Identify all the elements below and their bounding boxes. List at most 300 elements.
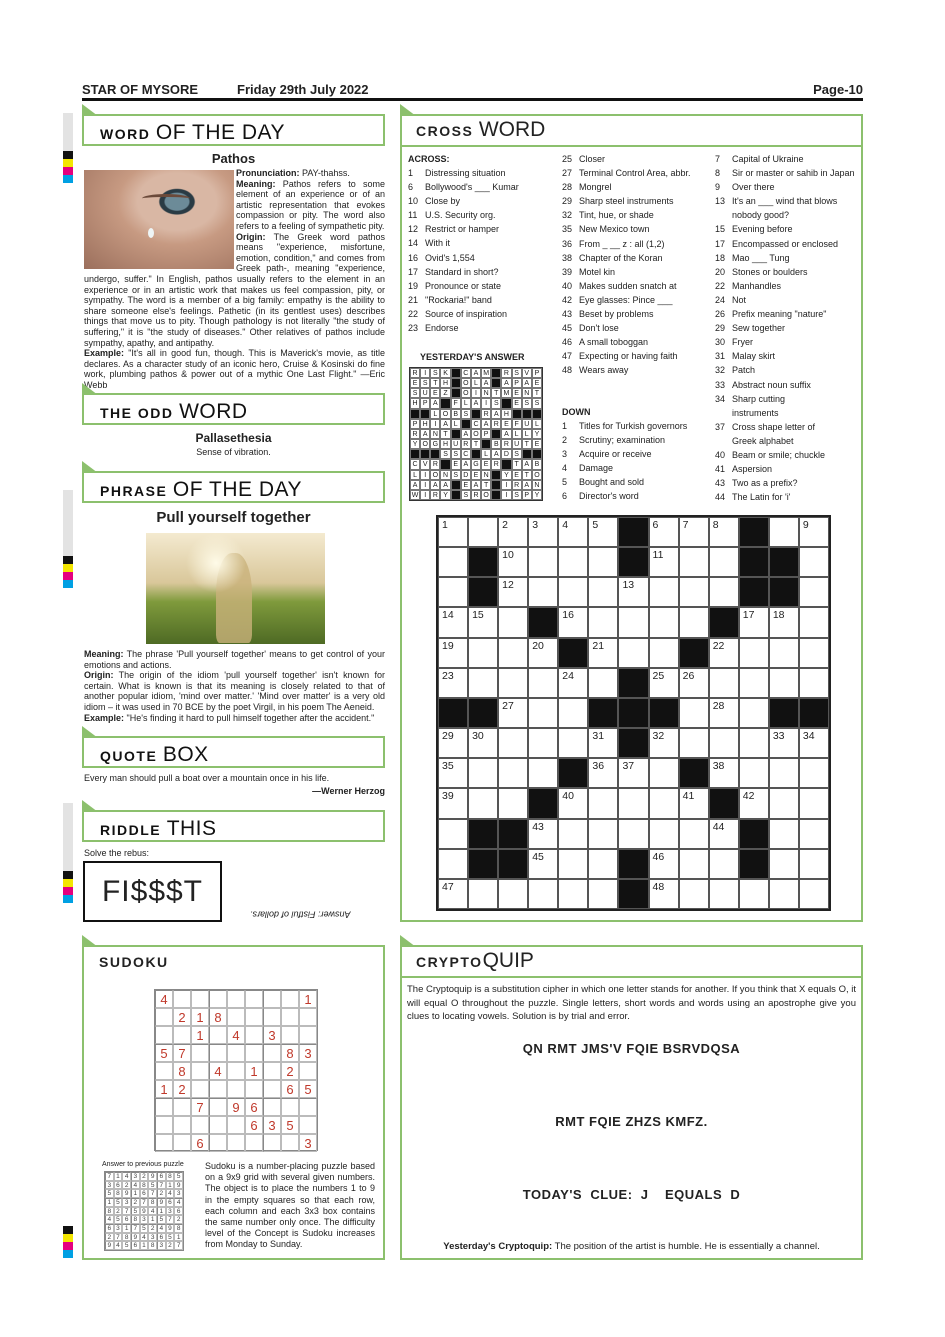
sudoku-cell: 2 xyxy=(122,1181,131,1190)
grid-cell[interactable] xyxy=(649,638,679,668)
mini-cell: I xyxy=(420,480,430,490)
grid-cell[interactable] xyxy=(679,728,709,758)
sudoku-cell[interactable] xyxy=(281,1098,299,1116)
sudoku-cell[interactable] xyxy=(245,1134,263,1152)
grid-cell[interactable]: 1 xyxy=(438,517,468,547)
grid-cell[interactable] xyxy=(438,849,468,879)
mini-cell: A xyxy=(522,480,532,490)
grid-cell[interactable] xyxy=(468,758,498,788)
clue-item: 28 Mongrel xyxy=(562,182,612,193)
grid-cell[interactable] xyxy=(739,698,769,728)
mini-cell: R xyxy=(501,368,511,378)
sudoku-cell[interactable] xyxy=(209,1116,227,1134)
sudoku-cell: 2 xyxy=(166,1241,175,1250)
mini-cell xyxy=(501,459,511,469)
grid-cell[interactable]: 4 xyxy=(558,517,588,547)
word-title: Pathos xyxy=(211,151,256,166)
rebus: FI$$$T xyxy=(83,861,222,922)
sudoku-cell: 1 xyxy=(131,1189,140,1198)
mini-cell: I xyxy=(420,470,430,480)
sudoku-cell[interactable] xyxy=(173,1134,191,1152)
grid-cell[interactable] xyxy=(649,758,679,788)
clue-item: 10 Close by xyxy=(408,196,461,207)
sudoku-cell[interactable] xyxy=(209,1080,227,1098)
grid-cell[interactable]: 23 xyxy=(438,668,468,698)
sudoku-cell: 2 xyxy=(140,1172,149,1181)
mini-cell: B xyxy=(451,409,461,419)
grid-cell xyxy=(769,698,799,728)
grid-cell[interactable]: 7 xyxy=(679,517,709,547)
mini-cell: R xyxy=(430,459,440,469)
grid-cell[interactable] xyxy=(588,819,618,849)
grid-cell[interactable]: 42 xyxy=(739,788,769,818)
grid-cell[interactable] xyxy=(739,638,769,668)
grid-cell[interactable] xyxy=(498,607,528,637)
sudoku-cell: 8 xyxy=(105,1207,114,1216)
grid-cell[interactable] xyxy=(618,788,648,818)
grid-cell xyxy=(498,849,528,879)
grid-cell[interactable]: 28 xyxy=(709,698,739,728)
grid-cell[interactable]: 15 xyxy=(468,607,498,637)
sudoku-cell[interactable] xyxy=(173,1116,191,1134)
grid-cell[interactable] xyxy=(618,607,648,637)
sudoku-cell: 7 xyxy=(166,1215,175,1224)
grid-cell[interactable]: 45 xyxy=(528,849,558,879)
yesterday-answer-grid xyxy=(409,367,543,501)
grid-cell[interactable]: 34 xyxy=(799,728,829,758)
cryptoquip-intro: The Cryptoquip is a substitution cipher in which one letter stands for another. If you think that X equals O, it will equal O throughout the puzzle. Single letters, short words and words using an apostrophe give you clues to locating vowels. Solution is by trial and error. xyxy=(407,984,856,1023)
sudoku-cell[interactable] xyxy=(227,1062,245,1080)
mini-cell: R xyxy=(430,490,440,500)
grid-cell[interactable]: 8 xyxy=(709,517,739,547)
grid-cell[interactable] xyxy=(558,728,588,758)
sudoku-cell: 7 xyxy=(148,1189,157,1198)
riddle-prompt: Solve the rebus: xyxy=(84,848,150,858)
grid-cell[interactable] xyxy=(558,879,588,909)
clue-item: 6 Bollywood's ___ Kumar xyxy=(408,182,519,193)
sudoku-cell[interactable] xyxy=(245,1044,263,1062)
clue-item: 42 Eye glasses: Pince ___ xyxy=(562,294,673,305)
quote-author: —Werner Herzog xyxy=(312,786,385,796)
grid-cell[interactable]: 9 xyxy=(799,517,829,547)
sudoku-cell: 3 xyxy=(263,1026,281,1044)
mini-cell: A xyxy=(440,419,450,429)
sudoku-cell[interactable] xyxy=(227,1134,245,1152)
mini-cell: I xyxy=(501,480,511,490)
grid-cell[interactable] xyxy=(709,577,739,607)
grid-cell[interactable]: 47 xyxy=(438,879,468,909)
sudoku-cell[interactable] xyxy=(263,1134,281,1152)
sudoku-cell[interactable] xyxy=(191,1116,209,1134)
grid-cell[interactable] xyxy=(679,607,709,637)
color-strip xyxy=(63,490,73,588)
clue-item: 22 Manhandles xyxy=(715,280,782,291)
grid-cell[interactable] xyxy=(558,819,588,849)
grid-cell[interactable] xyxy=(438,819,468,849)
grid-cell[interactable]: 32 xyxy=(649,728,679,758)
grid-cell[interactable] xyxy=(558,577,588,607)
grid-cell[interactable] xyxy=(588,607,618,637)
grid-cell[interactable] xyxy=(799,638,829,668)
sudoku-cell: 4 xyxy=(105,1215,114,1224)
grid-cell[interactable] xyxy=(769,879,799,909)
sudoku-cell[interactable] xyxy=(299,1098,317,1116)
grid-cell[interactable]: 43 xyxy=(528,819,558,849)
sudoku-cell[interactable] xyxy=(245,990,263,1008)
grid-cell[interactable]: 38 xyxy=(709,758,739,788)
mini-cell: E xyxy=(512,398,522,408)
sudoku-cell[interactable] xyxy=(263,1098,281,1116)
mini-cell: D xyxy=(501,449,511,459)
mini-cell: A xyxy=(522,378,532,388)
mini-cell: T xyxy=(522,470,532,480)
grid-cell[interactable]: 30 xyxy=(468,728,498,758)
sudoku-cell[interactable] xyxy=(155,1008,173,1026)
grid-cell[interactable] xyxy=(468,788,498,818)
sudoku-cell[interactable] xyxy=(245,1080,263,1098)
sudoku-cell[interactable] xyxy=(245,1026,263,1044)
grid-cell[interactable]: 19 xyxy=(438,638,468,668)
odd-word: Pallasethesia xyxy=(195,431,272,445)
sudoku-cell: 5 xyxy=(299,1080,317,1098)
riddle-header: RIDDLE THIS xyxy=(82,810,385,842)
sudoku-cell[interactable] xyxy=(263,1044,281,1062)
grid-cell[interactable] xyxy=(799,668,829,698)
sudoku-cell: 6 xyxy=(281,1080,299,1098)
grid-cell[interactable] xyxy=(468,638,498,668)
sudoku-cell: 1 xyxy=(299,990,317,1008)
grid-cell[interactable]: 12 xyxy=(498,577,528,607)
grid-cell[interactable] xyxy=(588,668,618,698)
grid-cell[interactable]: 27 xyxy=(498,698,528,728)
grid-cell[interactable]: 37 xyxy=(618,758,648,788)
grid-cell[interactable]: 3 xyxy=(528,517,558,547)
mini-cell: P xyxy=(481,429,491,439)
grid-cell[interactable]: 25 xyxy=(649,668,679,698)
grid-cell[interactable] xyxy=(558,698,588,728)
sudoku-cell: 7 xyxy=(140,1198,149,1207)
grid-cell[interactable] xyxy=(528,577,558,607)
phrase-header: PHRASE OF THE DAY xyxy=(82,471,385,503)
grid-cell xyxy=(468,819,498,849)
grid-cell[interactable] xyxy=(679,577,709,607)
grid-cell[interactable] xyxy=(649,577,679,607)
down-label: DOWN xyxy=(562,407,591,417)
grid-cell[interactable] xyxy=(649,819,679,849)
grid-cell[interactable] xyxy=(709,668,739,698)
sudoku-cell[interactable] xyxy=(209,990,227,1008)
mini-cell: P xyxy=(410,419,420,429)
sudoku-cell[interactable] xyxy=(191,1080,209,1098)
grid-cell[interactable] xyxy=(649,788,679,818)
mini-cell xyxy=(491,470,501,480)
mini-cell: C xyxy=(461,368,471,378)
grid-cell[interactable] xyxy=(799,577,829,607)
grid-cell[interactable] xyxy=(679,698,709,728)
sudoku-cell: 7 xyxy=(173,1044,191,1062)
grid-cell[interactable] xyxy=(709,849,739,879)
grid-cell[interactable] xyxy=(769,788,799,818)
grid-cell[interactable] xyxy=(799,819,829,849)
clue-item: 1 Distressing situation xyxy=(408,168,506,178)
grid-cell[interactable] xyxy=(498,879,528,909)
sudoku-description: Sudoku is a number-placing puzzle based on a 9x9 grid with several given numbers. The object is to place the numbers 1 to 9 in the empty squares so that each row, each column and each 3x3 box contains the same number only once. The difficulty level of the Concept is Sudoku increases from Monday to Sunday. xyxy=(205,1161,375,1250)
grid-cell[interactable] xyxy=(679,879,709,909)
grid-cell[interactable]: 17 xyxy=(739,607,769,637)
clue-item: 38 Chapter of the Koran xyxy=(562,252,663,263)
mini-cell: D xyxy=(461,470,471,480)
sudoku-cell[interactable] xyxy=(209,1044,227,1062)
mini-cell: A xyxy=(481,419,491,429)
grid-cell[interactable] xyxy=(588,547,618,577)
grid-cell[interactable] xyxy=(588,879,618,909)
grid-cell[interactable] xyxy=(799,607,829,637)
mini-cell: H xyxy=(501,409,511,419)
grid-cell[interactable]: 26 xyxy=(679,668,709,698)
mini-cell xyxy=(491,378,501,388)
sudoku-cell: 5 xyxy=(131,1207,140,1216)
grid-cell[interactable] xyxy=(588,849,618,879)
grid-cell[interactable] xyxy=(709,547,739,577)
grid-cell[interactable]: 14 xyxy=(438,607,468,637)
grid-cell[interactable] xyxy=(558,547,588,577)
mini-cell: Y xyxy=(410,439,420,449)
mini-cell: C xyxy=(461,449,471,459)
grid-cell xyxy=(528,788,558,818)
grid-cell[interactable]: 5 xyxy=(588,517,618,547)
grid-cell[interactable] xyxy=(468,668,498,698)
clue-item: 46 A small toboggan xyxy=(562,337,649,348)
sudoku-cell[interactable] xyxy=(281,990,299,1008)
grid-cell[interactable]: 21 xyxy=(588,638,618,668)
grid-cell[interactable]: 40 xyxy=(558,788,588,818)
grid-cell[interactable]: 36 xyxy=(588,758,618,788)
sudoku-cell[interactable] xyxy=(227,1008,245,1026)
sudoku-cell[interactable] xyxy=(299,1062,317,1080)
grid-cell[interactable] xyxy=(528,879,558,909)
mini-cell: Y xyxy=(440,490,450,500)
grid-cell[interactable]: 18 xyxy=(769,607,799,637)
grid-cell xyxy=(468,849,498,879)
grid-cell[interactable] xyxy=(558,849,588,879)
grid-cell[interactable]: 11 xyxy=(649,547,679,577)
grid-cell[interactable] xyxy=(528,728,558,758)
grid-cell[interactable] xyxy=(769,758,799,788)
grid-cell[interactable]: 6 xyxy=(649,517,679,547)
mini-cell: S xyxy=(491,398,501,408)
grid-cell[interactable] xyxy=(468,879,498,909)
mini-cell: O xyxy=(420,439,430,449)
grid-cell[interactable] xyxy=(709,728,739,758)
grid-cell[interactable] xyxy=(799,849,829,879)
mini-cell: U xyxy=(522,419,532,429)
clue-item: 23 Endorse xyxy=(408,323,459,334)
sudoku-cell: 7 xyxy=(114,1233,123,1242)
sudoku-cell[interactable] xyxy=(263,990,281,1008)
crossword-grid xyxy=(436,515,831,911)
grid-cell[interactable] xyxy=(799,879,829,909)
sudoku-cell[interactable] xyxy=(281,1134,299,1152)
mini-cell: U xyxy=(451,439,461,449)
grid-cell[interactable] xyxy=(498,788,528,818)
grid-cell[interactable]: 13 xyxy=(618,577,648,607)
phrase-definition: Meaning: The phrase 'Pull yourself together' means to get control of your emotions and actions. Origin: The origin of the idiom 'pull yourself together' isn't known for certain. What is known is that its meaning is closely related to that of another popular idiom, 'mind over matter.' 'Mind over matter' is a very old idiom – it was used in 70 BCE by the poet Virgil, in his poem The Aeneid. Example: "He's finding it hard to pull himself together after the accident." xyxy=(84,649,386,723)
sudoku-cell[interactable] xyxy=(263,1062,281,1080)
grid-cell[interactable] xyxy=(498,728,528,758)
mini-cell: P xyxy=(532,368,542,378)
clue-item: 17 Standard in short? xyxy=(408,266,499,277)
grid-cell[interactable] xyxy=(739,758,769,788)
grid-cell[interactable] xyxy=(498,668,528,698)
grid-cell xyxy=(679,638,709,668)
grid-cell[interactable] xyxy=(588,577,618,607)
grid-cell xyxy=(739,547,769,577)
sudoku-cell[interactable] xyxy=(191,990,209,1008)
grid-cell[interactable] xyxy=(649,607,679,637)
grid-cell[interactable]: 20 xyxy=(528,638,558,668)
sudoku-cell[interactable] xyxy=(155,1116,173,1134)
mini-cell: H xyxy=(420,419,430,429)
sudoku-cell[interactable] xyxy=(227,1044,245,1062)
sudoku-cell[interactable] xyxy=(209,1134,227,1152)
clue-item: 4 Damage xyxy=(562,463,614,474)
grid-cell[interactable] xyxy=(739,668,769,698)
sudoku-cell[interactable] xyxy=(263,1008,281,1026)
grid-cell[interactable]: 16 xyxy=(558,607,588,637)
sudoku-cell[interactable] xyxy=(227,1116,245,1134)
sudoku-cell[interactable] xyxy=(209,1026,227,1044)
sudoku-cell[interactable] xyxy=(173,990,191,1008)
sudoku-cell[interactable] xyxy=(191,1062,209,1080)
sudoku-cell[interactable] xyxy=(227,990,245,1008)
mini-cell xyxy=(451,490,461,500)
grid-cell[interactable] xyxy=(618,819,648,849)
grid-cell[interactable] xyxy=(769,849,799,879)
grid-cell[interactable] xyxy=(709,879,739,909)
sudoku-cell[interactable] xyxy=(173,1098,191,1116)
grid-cell[interactable]: 31 xyxy=(588,728,618,758)
grid-cell[interactable] xyxy=(769,819,799,849)
grid-cell[interactable] xyxy=(679,547,709,577)
grid-cell[interactable] xyxy=(528,698,558,728)
grid-cell[interactable]: 22 xyxy=(709,638,739,668)
sudoku-cell[interactable] xyxy=(191,1044,209,1062)
sudoku-cell[interactable] xyxy=(281,1008,299,1026)
grid-cell[interactable] xyxy=(528,668,558,698)
grid-cell[interactable] xyxy=(438,547,468,577)
sudoku-cell: 9 xyxy=(122,1189,131,1198)
sudoku-cell[interactable] xyxy=(299,1026,317,1044)
sudoku-cell[interactable] xyxy=(155,1134,173,1152)
grid-cell[interactable] xyxy=(799,547,829,577)
mini-cell: N xyxy=(481,388,491,398)
grid-cell xyxy=(468,577,498,607)
sudoku-cell[interactable] xyxy=(209,1098,227,1116)
grid-cell[interactable]: 10 xyxy=(498,547,528,577)
grid-cell[interactable] xyxy=(528,758,558,788)
clue-item: 44 The Latin for 'i' xyxy=(715,492,791,503)
mini-cell xyxy=(522,449,532,459)
sudoku-cell[interactable] xyxy=(299,1116,317,1134)
mini-cell: S xyxy=(451,470,461,480)
clue-item: 29 Sew together xyxy=(715,323,786,334)
mini-cell: A xyxy=(491,449,501,459)
grid-cell[interactable] xyxy=(769,638,799,668)
grid-cell[interactable] xyxy=(799,758,829,788)
mini-cell: F xyxy=(512,419,522,429)
mini-cell: I xyxy=(471,388,481,398)
sudoku-cell: 3 xyxy=(299,1044,317,1062)
grid-cell[interactable]: 48 xyxy=(649,879,679,909)
sudoku-cell[interactable] xyxy=(173,1026,191,1044)
grid-cell[interactable] xyxy=(769,668,799,698)
grid-cell[interactable]: 46 xyxy=(649,849,679,879)
grid-cell[interactable] xyxy=(739,728,769,758)
grid-cell[interactable] xyxy=(438,577,468,607)
mini-cell: O xyxy=(461,388,471,398)
mini-cell xyxy=(430,449,440,459)
grid-cell[interactable] xyxy=(618,638,648,668)
sudoku-cell[interactable] xyxy=(263,1080,281,1098)
grid-cell[interactable]: 29 xyxy=(438,728,468,758)
sudoku-cell: 6 xyxy=(174,1207,183,1216)
riddle-answer: Answer: Fistful of dollars. xyxy=(250,909,351,920)
grid-cell[interactable] xyxy=(498,758,528,788)
sudoku-cell: 1 xyxy=(122,1224,131,1233)
sudoku-cell[interactable] xyxy=(281,1026,299,1044)
mini-cell: M xyxy=(481,368,491,378)
sudoku-cell[interactable] xyxy=(155,1026,173,1044)
grid-cell[interactable]: 24 xyxy=(558,668,588,698)
sudoku-cell: 9 xyxy=(174,1181,183,1190)
grid-cell[interactable]: 39 xyxy=(438,788,468,818)
grid-cell[interactable] xyxy=(799,788,829,818)
sudoku-cell[interactable] xyxy=(155,1098,173,1116)
sudoku-cell: 4 xyxy=(174,1198,183,1207)
mini-cell: A xyxy=(420,429,430,439)
grid-cell[interactable]: 44 xyxy=(709,819,739,849)
sudoku-cell[interactable] xyxy=(245,1008,263,1026)
sudoku-cell[interactable] xyxy=(299,1008,317,1026)
grid-cell[interactable] xyxy=(528,547,558,577)
grid-cell[interactable] xyxy=(679,849,709,879)
grid-cell[interactable] xyxy=(679,819,709,849)
grid-cell[interactable] xyxy=(739,879,769,909)
grid-cell[interactable]: 2 xyxy=(498,517,528,547)
mini-cell: E xyxy=(512,388,522,398)
sudoku-cell[interactable] xyxy=(155,1062,173,1080)
across-label: ACROSS: xyxy=(408,154,450,164)
mini-cell xyxy=(410,449,420,459)
mini-cell: S xyxy=(420,378,430,388)
mini-cell: O xyxy=(481,490,491,500)
clue-item: 32 Tint, hue, or shade xyxy=(562,210,654,221)
mini-cell xyxy=(451,429,461,439)
grid-cell[interactable]: 35 xyxy=(438,758,468,788)
grid-cell[interactable]: 41 xyxy=(679,788,709,818)
sudoku-cell: 6 xyxy=(245,1098,263,1116)
grid-cell[interactable] xyxy=(468,517,498,547)
mini-cell: H xyxy=(440,439,450,449)
mini-cell: T xyxy=(471,439,481,449)
clue-item: 11 U.S. Security org. xyxy=(408,210,496,221)
mini-cell: S xyxy=(522,398,532,408)
grid-cell[interactable] xyxy=(769,517,799,547)
grid-cell[interactable] xyxy=(588,788,618,818)
sudoku-cell[interactable] xyxy=(227,1080,245,1098)
grid-cell[interactable]: 33 xyxy=(769,728,799,758)
grid-cell[interactable] xyxy=(498,638,528,668)
